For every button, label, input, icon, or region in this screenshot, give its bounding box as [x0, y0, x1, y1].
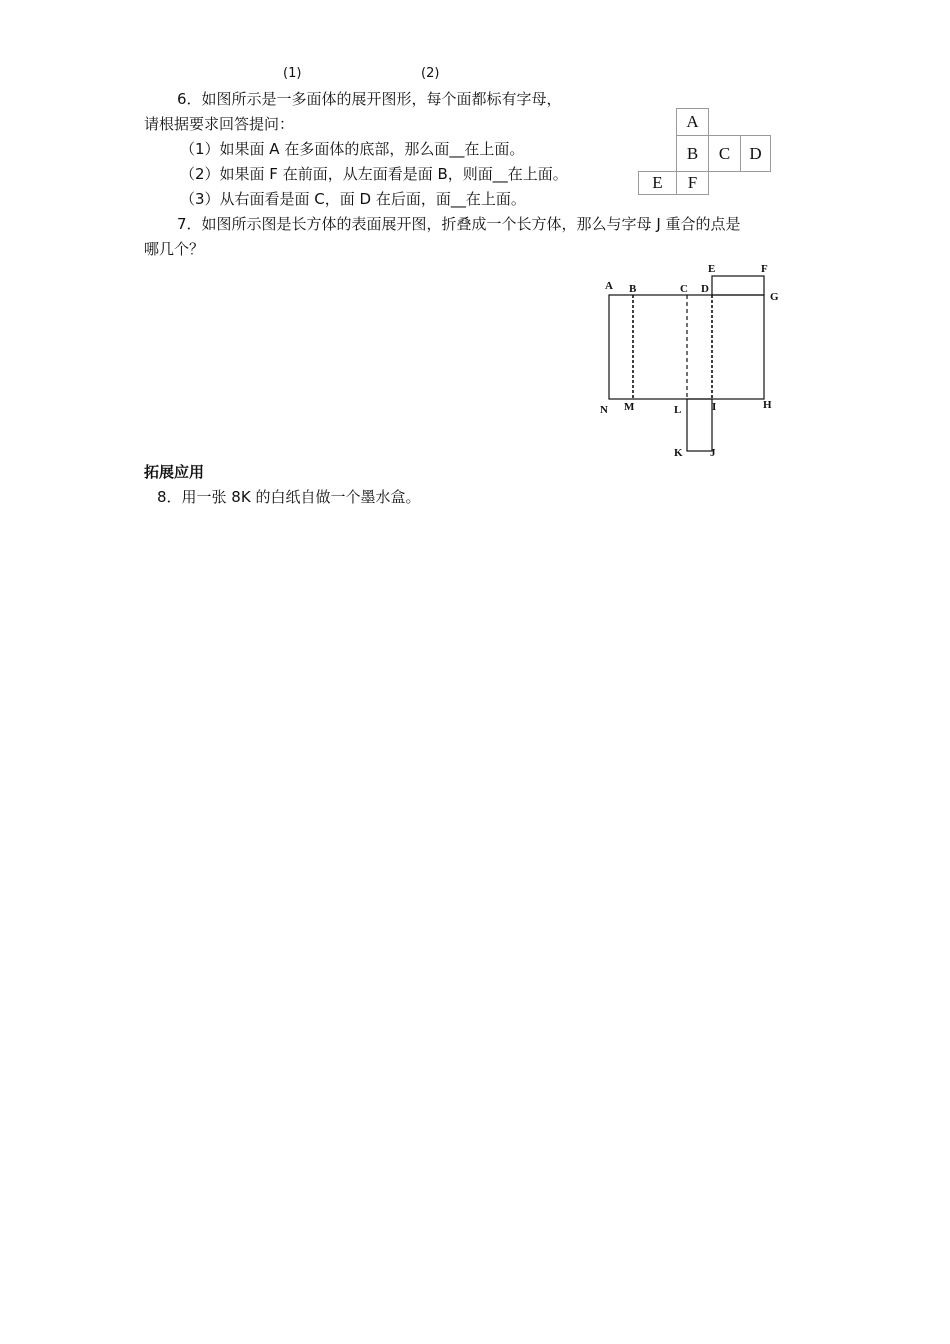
q6-sub1: （1）如果面 A 在多面体的底部，那么面__在上面。 — [180, 140, 525, 158]
net-face-e: E — [638, 171, 677, 195]
point-h: H — [763, 399, 772, 411]
point-e: E — [708, 263, 716, 275]
point-b: B — [629, 283, 637, 295]
q6-stem-line1: 6．如图所示是一多面体的展开图形，每个面都标有字母， — [177, 90, 562, 108]
net-face-b: B — [676, 135, 709, 172]
net-face-c: C — [708, 135, 741, 172]
net-face-d: D — [740, 135, 771, 172]
point-n: N — [600, 404, 608, 416]
net-top-flap — [712, 276, 764, 295]
point-d: D — [701, 283, 709, 295]
point-k: K — [674, 447, 683, 459]
section-title: 拓展应用 — [144, 463, 205, 481]
q6-sub2: （2）如果面 F 在前面，从左面看是面 B，则面__在上面。 — [180, 165, 568, 183]
q7-stem-line1: 7．如图所示图是长方体的表面展开图，折叠成一个长方体，那么与字母 J 重合的点是 — [177, 215, 741, 233]
net-face-a: A — [676, 108, 709, 136]
point-i: I — [712, 401, 717, 413]
q6-stem-line2: 请根据要求回答提问： — [144, 115, 295, 133]
q7-cuboid-net — [590, 258, 790, 463]
point-l: L — [674, 404, 682, 416]
q7-stem-line2: 哪几个？ — [144, 240, 205, 258]
figure-label-2: (2) — [421, 66, 440, 81]
point-j: J — [710, 447, 716, 459]
net-bottom-flap — [687, 399, 712, 451]
q6-sub3: （3）从右面看是面 C，面 D 在后面，面__在上面。 — [180, 190, 526, 208]
point-f: F — [761, 263, 768, 275]
q8-text: 8．用一张 8K 的白纸自做一个墨水盒。 — [157, 488, 421, 506]
point-g: G — [770, 291, 779, 303]
point-c: C — [680, 283, 688, 295]
point-a: A — [605, 280, 613, 292]
net-face-f: F — [676, 171, 709, 195]
point-m: M — [624, 401, 635, 413]
figure-label-1: (1) — [283, 66, 302, 81]
